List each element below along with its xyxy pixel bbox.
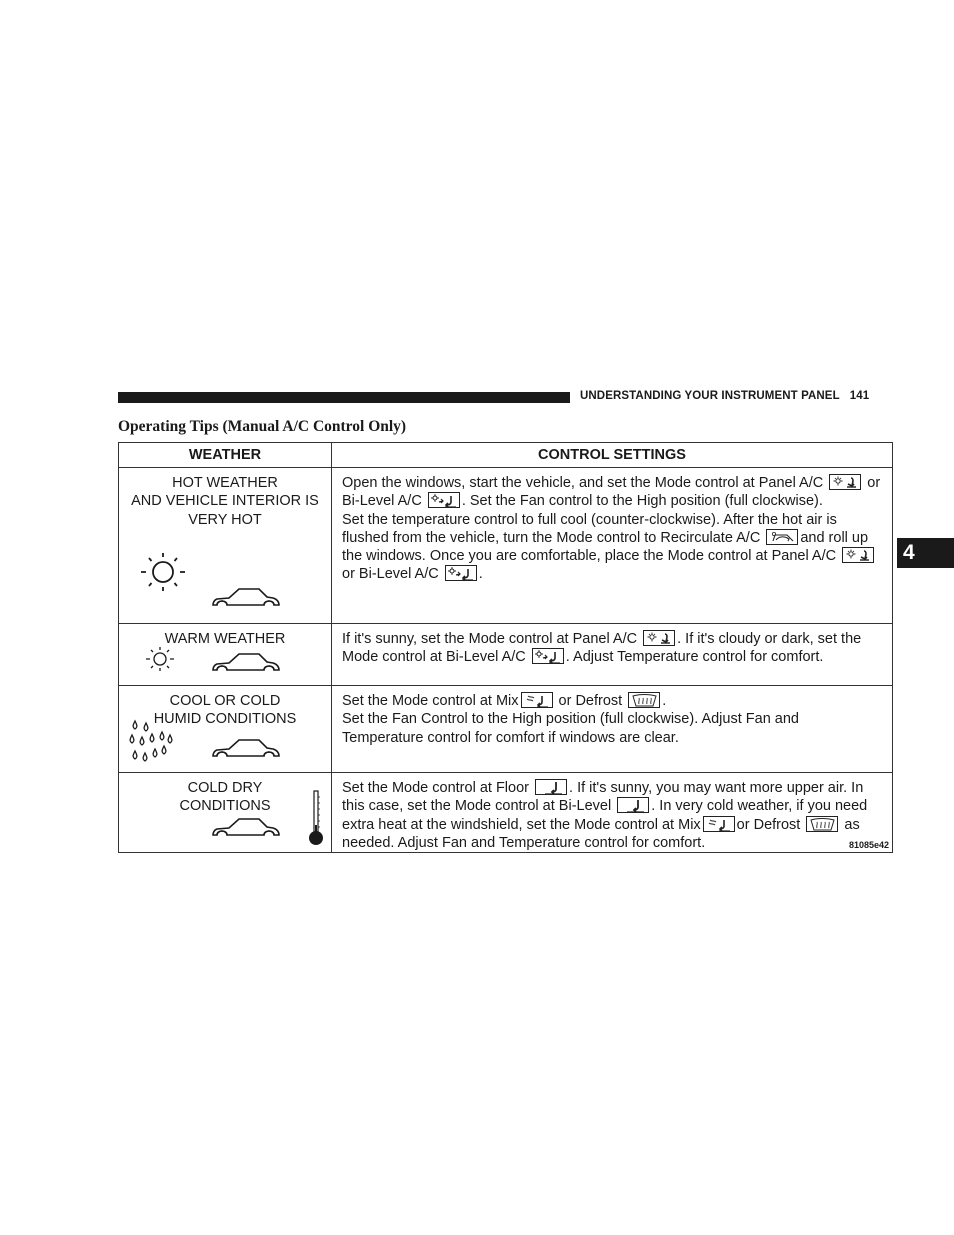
- control-paragraph: If it's sunny, set the Mode control at Panel A/C . If it's cloudy or dark, set the Mode control at Bi-Level A/C . Adjust Temperature control for comfort.: [342, 631, 862, 666]
- weather-cell: [119, 468, 332, 624]
- weather-label: COLD DRY CONDITIONS: [179, 780, 271, 815]
- header-control-settings: CONTROL SETTINGS: [332, 443, 893, 468]
- control-paragraph: Set the temperature control to full cool (counter-clockwise). After the hot air is flushed from the vehicle, turn the Mode control to Recirculate A/C and roll up the windows. Once you are comfortable, place the Mode control at Panel A/C or Bi-Level A/C .: [342, 511, 884, 584]
- weather-cell: [119, 686, 332, 773]
- table-row: [119, 686, 893, 773]
- weather-label: HOT WEATHER AND VEHICLE INTERIOR IS VERY HOT: [131, 475, 319, 528]
- control-settings-cell: [332, 686, 893, 773]
- table-row: [119, 773, 893, 853]
- chapter-tab: 4: [897, 538, 954, 568]
- header-rule: [118, 392, 570, 403]
- recirculate-ac-icon: [766, 529, 798, 545]
- bi-level-ac-icon: [532, 648, 564, 664]
- bi-level-ac-icon: [428, 492, 460, 508]
- section-title: Operating Tips (Manual A/C Control Only): [118, 418, 407, 435]
- panel-ac-icon: [842, 547, 874, 563]
- control-settings-cell: [332, 468, 893, 624]
- mix-mode-icon: [521, 692, 553, 708]
- car-icon: [207, 736, 287, 766]
- header-weather: WEATHER: [119, 443, 332, 468]
- table-row: [119, 624, 893, 686]
- bi-level-icon: [617, 797, 649, 813]
- weather-cell: [119, 624, 332, 686]
- weather-label: COOL OR COLD HUMID CONDITIONS: [153, 693, 297, 728]
- weather-cell: [119, 773, 332, 853]
- table-row: [119, 468, 893, 624]
- thermometer-icon: [307, 789, 327, 847]
- operating-tips-table: [118, 442, 893, 853]
- control-settings-cell: [332, 624, 893, 686]
- mix-mode-icon: [703, 816, 735, 832]
- bi-level-ac-icon: [445, 565, 477, 581]
- sun-large-icon: [135, 550, 191, 596]
- sun-small-icon: [143, 644, 177, 674]
- raindrops-icon: [129, 719, 177, 771]
- panel-ac-icon: [643, 630, 675, 646]
- control-paragraph: Set the Mode control at Mix or Defrost .: [342, 693, 667, 709]
- defrost-icon: [806, 816, 838, 832]
- header-section: UNDERSTANDING YOUR INSTRUMENT PANEL: [580, 390, 840, 402]
- control-paragraph: Set the Fan Control to the High position (full clockwise). Adjust Fan and Temperature control for comfort if windows are clear.: [342, 711, 799, 746]
- weather-label: WARM WEATHER: [164, 631, 286, 647]
- page-number: 141: [849, 390, 870, 402]
- car-icon: [207, 815, 287, 845]
- control-settings-cell: [332, 773, 893, 853]
- floor-mode-icon: [535, 779, 567, 795]
- car-icon: [207, 585, 287, 615]
- control-paragraph: Set the Mode control at Floor . If it's sunny, you may want more upper air. In this case, set the Mode control at Bi-Level . In very cold weather, if you need extra heat at the windshield, set the Mode control at Mix or Defrost as needed. Adjust Fan and Temperature control for comfort.: [342, 780, 868, 851]
- running-header: [580, 390, 869, 402]
- table-header-row: [119, 443, 893, 468]
- car-icon: [207, 650, 287, 680]
- control-paragraph: Open the windows, start the vehicle, and set the Mode control at Panel A/C or Bi-Level A/C . Set the Fan control to the High position (full clockwise).: [342, 475, 881, 510]
- defrost-icon: [628, 692, 660, 708]
- panel-ac-icon: [829, 474, 861, 490]
- figure-reference: 81085e42: [848, 840, 889, 851]
